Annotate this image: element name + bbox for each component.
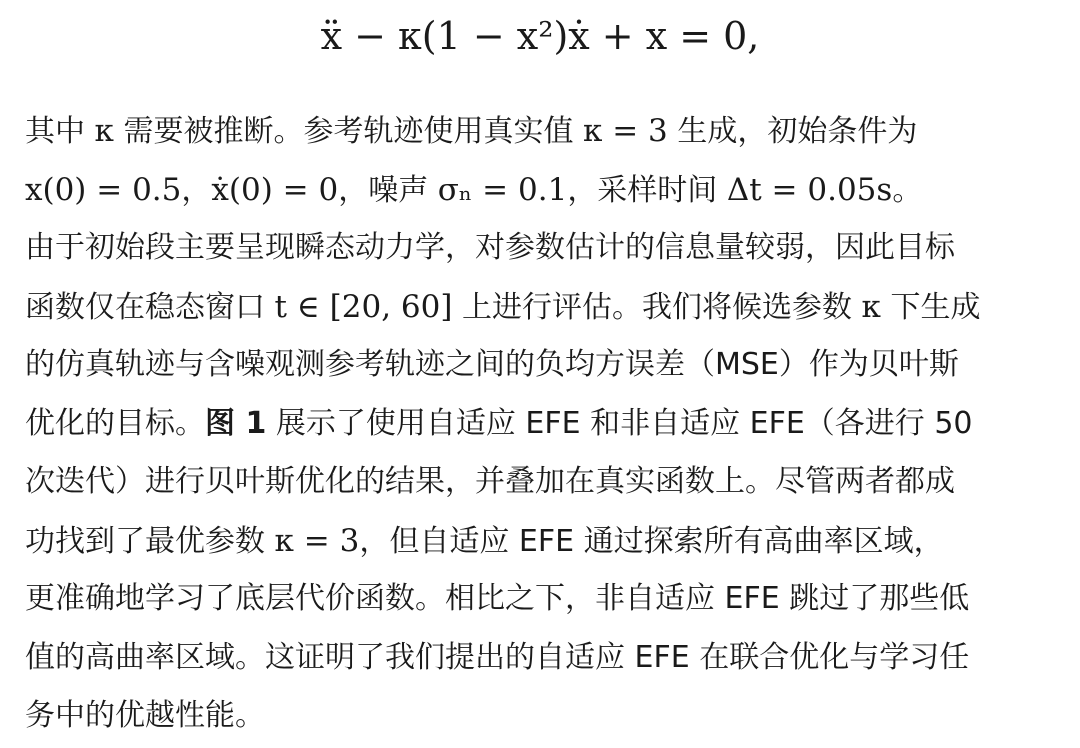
paragraph-line: 由于初始段主要呈现瞬态动力学，对参数估计的信息量较弱，因此目标: [25, 230, 955, 265]
text-run: ，采样时间: [567, 172, 727, 208]
math-inline: Δt = 0.05s: [726, 171, 893, 208]
math-inline: t ∈ [20, 60]: [274, 288, 453, 325]
paragraph-line: [25, 161, 1065, 220]
math-inline: κ = 3: [583, 113, 668, 149]
math-inline: κ: [861, 288, 881, 325]
text-run: ，: [181, 172, 212, 208]
math-inline: x(0) = 0.5: [25, 171, 182, 208]
paragraph-line: 的仿真轨迹与含噪观测参考轨迹之间的负均方误差（MSE）作为贝叶斯: [25, 347, 959, 382]
paragraph-line: 更准确地学习了底层代价函数。相比之下，非自适应 EFE 跳过了那些低: [25, 581, 970, 616]
body-paragraph: [25, 102, 1065, 746]
text-run: 其中: [25, 114, 95, 149]
display-equation: ẍ − κ(1 − x²)ẋ + x = 0,: [320, 14, 760, 58]
paragraph-line: 次迭代）进行贝叶斯优化的结果，并叠加在真实函数上。尽管两者都成: [25, 464, 955, 499]
paragraph-line: [25, 512, 1065, 571]
paragraph-line: [25, 278, 1065, 337]
paragraph-line: 务中的优越性能。: [25, 698, 265, 733]
text-run: 。: [892, 172, 923, 208]
paragraph-line: 值的高曲率区域。这证明了我们提出的自适应 EFE 在联合优化与学习任: [25, 639, 970, 675]
text-run: 功找到了最优参数: [25, 523, 275, 559]
math-inline: κ: [94, 113, 114, 149]
text-run: 展示了使用自适应 EFE 和非自适应 EFE（各进行 50: [266, 405, 973, 441]
paragraph-line: [25, 395, 1065, 454]
math-inline: ẋ(0) = 0: [211, 171, 339, 208]
text-run: 优化的目标。: [25, 405, 205, 441]
math-inline: σₙ = 0.1: [437, 171, 568, 208]
text-run: ，但自适应 EFE 通过探索所有高曲率区域，: [359, 523, 944, 559]
text-run: 需要被推断。参考轨迹使用真实值: [113, 114, 583, 149]
text-run: 生成，初始条件为: [667, 114, 918, 149]
figure-reference: 图 1: [205, 405, 267, 441]
math-inline: κ = 3: [274, 522, 360, 559]
text-run: 上进行评估。我们将候选参数: [452, 289, 862, 325]
text-run: 下生成: [880, 289, 981, 325]
paragraph-line: [25, 102, 1065, 161]
text-run: 函数仅在稳态窗口: [25, 289, 275, 325]
text-run: ，噪声: [338, 172, 438, 208]
